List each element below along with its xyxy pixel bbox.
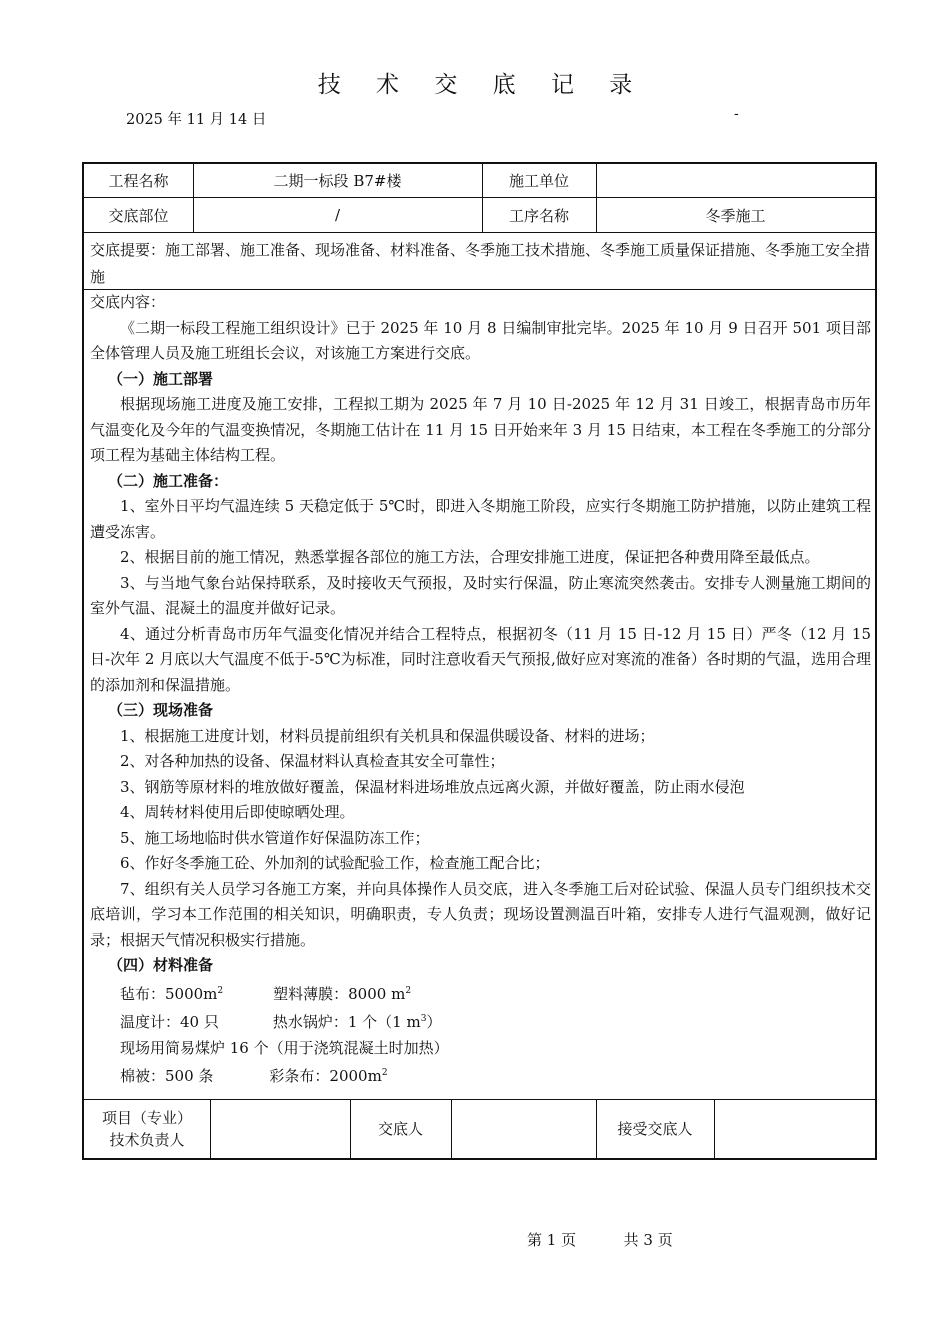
site-item: 7、组织有关人员学习各施工方案，并向具体操作人员交底，进入冬季施工后对砼试验、保温人员专门组织技术交底培训，学习本工作范围的相关知识，明确职责，专人负责；现场设置测温百叶箱，安排专人进行气温观测，做好记录；根据天气情况积极实行措施。 [90, 879, 871, 949]
dash-mark: - [734, 106, 739, 122]
material-line [90, 1007, 871, 1036]
document-title: 技 术 交 底 记 录 [317, 72, 647, 98]
record-date: 2025 年 11 月 14 日 [126, 112, 267, 128]
deployment-paragraph: 根据现场施工进度及施工安排，工程拟工期为 2025 年 7 月 10 日-2025 年 12 月 31 日竣工，根据青岛市历年气温变化及今年的气温变换情况，冬期施工估计在 11 月 15 日开始来年 3 月 15 日结束，本工程在冬季施工的分部分项工程为基础主体结构工程。 [90, 395, 871, 464]
preparation-item: 1、室外日平均气温连续 5 天稳定低于 5℃时，即进入冬期施工阶段，应实行冬期施工防护措施，以防止建筑工程遭受冻害。 [90, 497, 871, 541]
discloser-signature [451, 1100, 596, 1158]
material-tarp: 彩条布：$2000m^2$ [269, 1067, 388, 1085]
disclosure-summary: 交底提要：施工部署、施工准备、现场准备、材料准备、冬季施工技术措施、冬季施工质量保证措施、冬季施工安全措施 [90, 241, 871, 286]
tech-lead-label: 项目（专业） 技术负责人 [101, 1109, 192, 1149]
site-item: 1、根据施工进度计划，材料员提前组织有关机具和保温供暖设备、材料的进场； [120, 726, 655, 745]
material-line [90, 1061, 871, 1090]
total-pages: 共 3 页 [623, 1231, 673, 1249]
material-quilt: 棉被：500 条 [120, 1067, 214, 1085]
material-stove: 现场用简易煤炉 16 个（用于浇筑混凝土时加热） [120, 1038, 449, 1057]
material-thermometer: 温度计：40 只 [120, 1013, 219, 1031]
receiver-signature [714, 1100, 875, 1158]
summary-row [84, 233, 875, 290]
site-item: 3、钢筋等原材料的堆放做好覆盖，保温材料进场堆放点远离火源，并做好覆盖，防止雨水侵泡 [120, 777, 745, 796]
preparation-item: 3、与当地气象台站保持联系，及时接收天气预报，及时实行保温，防止寒流突然袭击。安排专人测量施工期间的室外气温、混凝土的温度并做好记录。 [90, 573, 871, 617]
site-item: 6、作好冬季施工砼、外加剂的试验配验工作，检查施工配合比； [120, 854, 550, 872]
contractor-value [596, 164, 875, 197]
material-boiler: 热水锅炉：1 个（1 $m^3$） [272, 1013, 442, 1031]
section-heading-preparation: （二）施工准备： [108, 471, 229, 490]
section-heading-site: （三）现场准备 [108, 701, 214, 719]
discloser-label: 交底人 [377, 1120, 423, 1138]
page-number [527, 1229, 673, 1250]
disclosure-content [90, 290, 871, 1100]
intro-paragraph: 《二期一标段工程施工组织设计》已于 2025 年 10 月 8 日编制审批完毕。2025 年 10 月 9 日召开 501 项目部全体管理人员及施工班组长会议，对该施工方案进行交底。 [90, 318, 871, 362]
process-name-label: 工序名称 [508, 206, 569, 225]
header-row-project [84, 164, 875, 198]
project-name-label: 工程名称 [108, 172, 169, 190]
signature-row [84, 1099, 875, 1158]
record-table [82, 162, 877, 1160]
section-heading-materials: （四）材料准备 [108, 956, 214, 974]
material-line [90, 979, 871, 1008]
section-heading-deployment: （一）施工部署 [108, 369, 214, 388]
contractor-label: 施工单位 [508, 172, 569, 190]
header-row-part [84, 198, 875, 233]
disclosure-part-value: / [334, 206, 341, 224]
current-page: 第 1 页 [527, 1231, 577, 1249]
site-item: 4、周转材料使用后即使晾晒处理。 [120, 803, 355, 821]
site-item: 5、施工场地临时供水管道作好保温防冻工作； [120, 828, 430, 847]
site-item: 2、对各种加热的设备、保温材料认真检查其安全可靠性； [120, 752, 505, 770]
process-name-value: 冬季施工 [705, 206, 766, 225]
preparation-item: 4、通过分析青岛市历年气温变化情况并结合工程特点，根据初冬（11 月 15 日-12 月 15 日）严冬（12 月 15 日-次年 2 月底以大气温度不低于-5℃为标准，同时注意收看天气预报,做好应对寒流的准备）各时期的气温，选用合理的添加剂和保温措施。 [90, 624, 871, 694]
project-name-value: 二期一标段 B7#楼 [273, 172, 402, 190]
content-label: 交底内容： [90, 293, 166, 311]
material-plastic-film: 塑料薄膜：8000 $m^2$ [273, 984, 412, 1003]
receiver-label: 接受交底人 [617, 1120, 693, 1138]
material-felt: 毡布：$5000m^2$ [120, 984, 224, 1003]
disclosure-part-label: 交底部位 [108, 206, 169, 225]
preparation-item: 2、根据目前的施工情况，熟悉掌握各部位的施工方法，合理安排施工进度，保证把各种费用降至最低点。 [120, 548, 820, 566]
tech-lead-signature [210, 1100, 350, 1158]
